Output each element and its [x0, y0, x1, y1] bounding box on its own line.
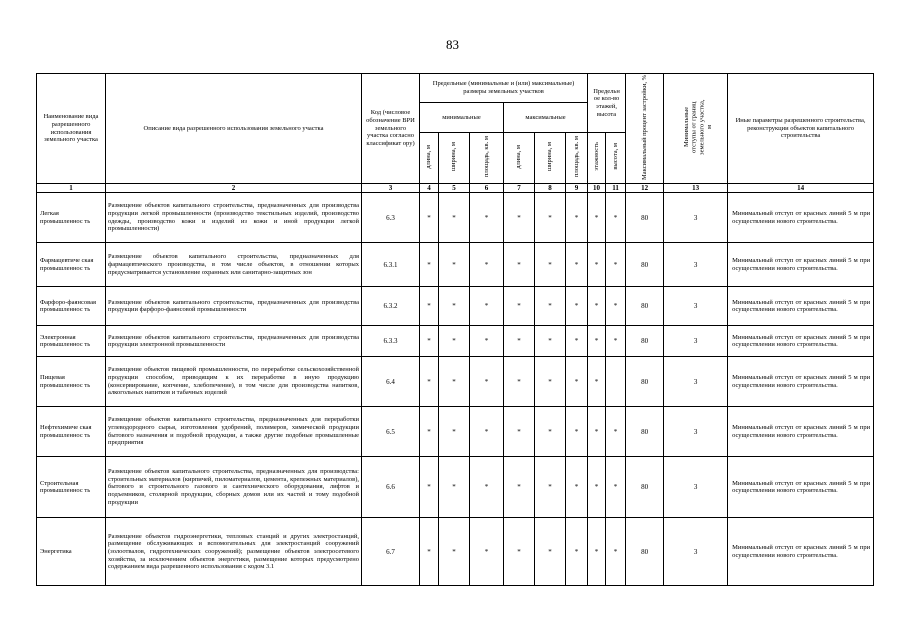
header-max-length-label: длина, м — [515, 144, 523, 169]
coverage-value: 80 — [626, 407, 664, 457]
use-name: Фармацевтиче ская промышленнос ть — [37, 243, 106, 287]
header-code: Код (числовое обозначение ВРИ земельного участка согласно классификат ору) — [362, 74, 420, 184]
floors-value: * — [588, 243, 606, 287]
column-number: 3 — [362, 184, 420, 193]
header-max-area-label: площадь, кв. м — [572, 136, 580, 178]
use-code: 6.5 — [362, 407, 420, 457]
floors-value: * — [588, 326, 606, 357]
min-area-value: * — [470, 193, 504, 243]
column-number: 1 — [37, 184, 106, 193]
coverage-value: 80 — [626, 287, 664, 326]
max-width-value: * — [535, 407, 566, 457]
min-width-value: * — [439, 518, 470, 586]
other-params-value: Минимальный отступ от красных линий 5 м при осуществлении нового строительства. — [728, 287, 874, 326]
column-number: 12 — [626, 184, 664, 193]
min-length-value: * — [420, 243, 439, 287]
min-width-value: * — [439, 193, 470, 243]
header-description: Описание вида разрешенного использования земельного участка — [106, 74, 362, 184]
page-number: 83 — [446, 37, 459, 52]
header-floors-group: Предельн ое кол-во этажей, высота — [588, 74, 626, 133]
other-params-value: Минимальный отступ от красных линий 5 м при осуществлении нового строительства. — [728, 357, 874, 407]
column-number: 2 — [106, 184, 362, 193]
use-code: 6.7 — [362, 518, 420, 586]
min-area-value: * — [470, 457, 504, 518]
coverage-value: 80 — [626, 518, 664, 586]
header-height-label: высота, м — [611, 143, 619, 170]
max-length-value: * — [504, 287, 535, 326]
use-code: 6.3.1 — [362, 243, 420, 287]
header-other-params: Иные параметры разрешенного строительства, реконструкции объектов капитального строительства — [728, 74, 874, 184]
other-params-value: Минимальный отступ от красных линий 5 м при осуществлении нового строительства. — [728, 407, 874, 457]
min-width-value: * — [439, 457, 470, 518]
floors-value: * — [588, 193, 606, 243]
height-value: * — [606, 457, 626, 518]
other-params-value: Минимальный отступ от красных линий 5 м при осуществлении нового строительства. — [728, 326, 874, 357]
height-value: * — [606, 326, 626, 357]
use-name: Фарфоро-фаянсовая промышленнос ть — [37, 287, 106, 326]
coverage-value: 80 — [626, 357, 664, 407]
min-length-value: * — [420, 287, 439, 326]
header-min-length — [420, 133, 439, 184]
table-row — [37, 357, 874, 407]
setback-value: 3 — [664, 518, 728, 586]
use-description: Размещение объектов капитального строительства, предназначенных для производства: строительных материалов (кирпичей, пиломатериалов, цемента, крепежных материалов), бытового и строительного газового и сантехнического оборудования, лифтов и подъемников, столярной продукции, сборных домов или их частей и тому подобной продукции — [106, 457, 362, 518]
setback-value: 3 — [664, 193, 728, 243]
coverage-value: 80 — [626, 243, 664, 287]
header-floors-label: этажность — [592, 142, 600, 171]
setback-value: 3 — [664, 457, 728, 518]
height-value: * — [606, 243, 626, 287]
coverage-value: 80 — [626, 457, 664, 518]
min-width-value: * — [439, 243, 470, 287]
max-area-value: * — [566, 326, 588, 357]
column-number: 11 — [606, 184, 626, 193]
max-width-value: * — [535, 243, 566, 287]
max-length-value: * — [504, 457, 535, 518]
floors-value: * — [588, 407, 606, 457]
min-width-value: * — [439, 326, 470, 357]
other-params-value: Минимальный отступ от красных линий 5 м при осуществлении нового строительства. — [728, 518, 874, 586]
use-description: Размещение объектов капитального строительства, предназначенных для производства продукции фарфоро-фаянсовой промышленности — [106, 287, 362, 326]
header-floors — [588, 133, 606, 184]
setback-value: 3 — [664, 243, 728, 287]
floors-value: * — [588, 287, 606, 326]
header-coverage-label: Максимальный процент застройки, % — [640, 74, 648, 180]
max-area-value: * — [566, 407, 588, 457]
table-row — [37, 243, 874, 287]
coverage-value: 80 — [626, 193, 664, 243]
min-length-value: * — [420, 457, 439, 518]
column-number: 6 — [470, 184, 504, 193]
header-max-width-label: ширина, м — [546, 142, 554, 172]
header-max-width — [535, 133, 566, 184]
floors-value: * — [588, 357, 606, 407]
min-area-value: * — [470, 518, 504, 586]
min-length-value: * — [420, 193, 439, 243]
use-name: Нефтехимиче ская промышленнос ть — [37, 407, 106, 457]
max-width-value: * — [535, 193, 566, 243]
zoning-regulations-table — [36, 73, 874, 586]
use-code: 6.3 — [362, 193, 420, 243]
use-name: Пищевая промышленнос ть — [37, 357, 106, 407]
min-length-value: * — [420, 407, 439, 457]
min-length-value: * — [420, 518, 439, 586]
min-width-value: * — [439, 287, 470, 326]
max-width-value: * — [535, 457, 566, 518]
max-width-value: * — [535, 287, 566, 326]
header-min-length-label: длина, м — [425, 144, 433, 169]
use-code: 6.6 — [362, 457, 420, 518]
use-code: 6.3.3 — [362, 326, 420, 357]
max-area-value: * — [566, 287, 588, 326]
header-plot-size-limits: Предельные (минимальные и (или) максимальные) размеры земельных участков — [420, 74, 588, 103]
column-number: 5 — [439, 184, 470, 193]
max-length-value: * — [504, 518, 535, 586]
header-max-area — [566, 133, 588, 184]
height-value: * — [606, 407, 626, 457]
table-row — [37, 407, 874, 457]
height-value — [606, 357, 626, 407]
header-max-group: максимальные — [504, 103, 588, 133]
setback-value: 3 — [664, 326, 728, 357]
min-length-value: * — [420, 357, 439, 407]
use-description: Размещение объектов гидроэнергетики, тепловых станций и других электростанций, размещение обслуживающих и вспомогательных для электростанций сооружений (золоотвалов, гидротехнических сооружений); размещение объектов электросетевого хозяйства, за исключением объектов энергетики, размещение которых предусмотрено содержанием вида разрешенного использования с кодом 3.1 — [106, 518, 362, 586]
header-min-width-label: ширина, м — [450, 142, 458, 172]
column-number: 8 — [535, 184, 566, 193]
column-number: 9 — [566, 184, 588, 193]
table-row — [37, 457, 874, 518]
table-row — [37, 518, 874, 586]
header-min-area-label: площадь, кв. м — [482, 136, 490, 178]
header-setback-label: Минимальные отступы от границ земельного участка, м — [682, 99, 713, 155]
min-width-value: * — [439, 407, 470, 457]
coverage-value: 80 — [626, 326, 664, 357]
floors-value: * — [588, 518, 606, 586]
header-max-length — [504, 133, 535, 184]
max-length-value: * — [504, 326, 535, 357]
table-row — [37, 326, 874, 357]
max-area-value: * — [566, 243, 588, 287]
use-code: 6.3.2 — [362, 287, 420, 326]
use-description: Размещение объектов капитального строительства, предназначенных для переработки углеводородного сырья, изготовления удобрений, полимеров, химической продукции бытового назначения и подобной продукции, а также другие подобные промышленные предприятия — [106, 407, 362, 457]
use-name: Электронная промышленнос ть — [37, 326, 106, 357]
max-area-value: * — [566, 457, 588, 518]
floors-value: * — [588, 457, 606, 518]
table-row — [37, 287, 874, 326]
height-value: * — [606, 287, 626, 326]
header-min-area — [470, 133, 504, 184]
table-row — [37, 193, 874, 243]
use-description: Размещение объектов капитального строительства, предназначенных для производства продукции электронной промышленности — [106, 326, 362, 357]
header-coverage — [626, 74, 664, 184]
header-height — [606, 133, 626, 184]
min-length-value: * — [420, 326, 439, 357]
min-area-value: * — [470, 326, 504, 357]
min-area-value: * — [470, 357, 504, 407]
setback-value: 3 — [664, 407, 728, 457]
max-width-value: * — [535, 326, 566, 357]
height-value: * — [606, 518, 626, 586]
max-area-value: * — [566, 518, 588, 586]
use-name: Энергетика — [37, 518, 106, 586]
use-code: 6.4 — [362, 357, 420, 407]
max-length-value: * — [504, 357, 535, 407]
header-min-group: минимальные — [420, 103, 504, 133]
header-setback — [664, 74, 728, 184]
use-description: Размещение объектов капитального строительства, предназначенных для производства продукции легкой промышленности (производство текстильных изделий, производство одежды, производство кожи и изделий из кожи и иной продукции легкой промышленности) — [106, 193, 362, 243]
max-length-value: * — [504, 407, 535, 457]
header-name: Наименование вида разрешенного использования земельного участка — [37, 74, 106, 184]
max-width-value: * — [535, 518, 566, 586]
column-number: 4 — [420, 184, 439, 193]
column-number: 10 — [588, 184, 606, 193]
use-name: Строительная промышленнос ть — [37, 457, 106, 518]
setback-value: 3 — [664, 357, 728, 407]
use-description: Размещение объектов пищевой промышленности, по переработке сельскохозяйственной продукции способом, приводящим к их переработке в иную продукцию (консервирование, копчение, хлебопечение), в том числе для производства напитков, алкогольных напитков и табачных изделий — [106, 357, 362, 407]
header-min-width — [439, 133, 470, 184]
other-params-value: Минимальный отступ от красных линий 5 м при осуществлении нового строительства. — [728, 457, 874, 518]
column-number-row — [37, 184, 874, 193]
column-number: 14 — [728, 184, 874, 193]
other-params-value: Минимальный отступ от красных линий 5 м при осуществлении нового строительства. — [728, 243, 874, 287]
min-area-value: * — [470, 243, 504, 287]
other-params-value: Минимальный отступ от красных линий 5 м при осуществлении нового строительства. — [728, 193, 874, 243]
max-width-value: * — [535, 357, 566, 407]
min-area-value: * — [470, 287, 504, 326]
use-description: Размещение объектов капитального строительства, предназначенных для фармацевтического производства, в том числе объектов, в отношении которых предусматривается установление охранных или санитарно-защитных зон — [106, 243, 362, 287]
max-area-value: * — [566, 357, 588, 407]
max-length-value: * — [504, 193, 535, 243]
column-number: 7 — [504, 184, 535, 193]
min-area-value: * — [470, 407, 504, 457]
height-value: * — [606, 193, 626, 243]
max-area-value: * — [566, 193, 588, 243]
column-number: 13 — [664, 184, 728, 193]
max-length-value: * — [504, 243, 535, 287]
use-name: Легкая промышленнос ть — [37, 193, 106, 243]
min-width-value: * — [439, 357, 470, 407]
setback-value: 3 — [664, 287, 728, 326]
